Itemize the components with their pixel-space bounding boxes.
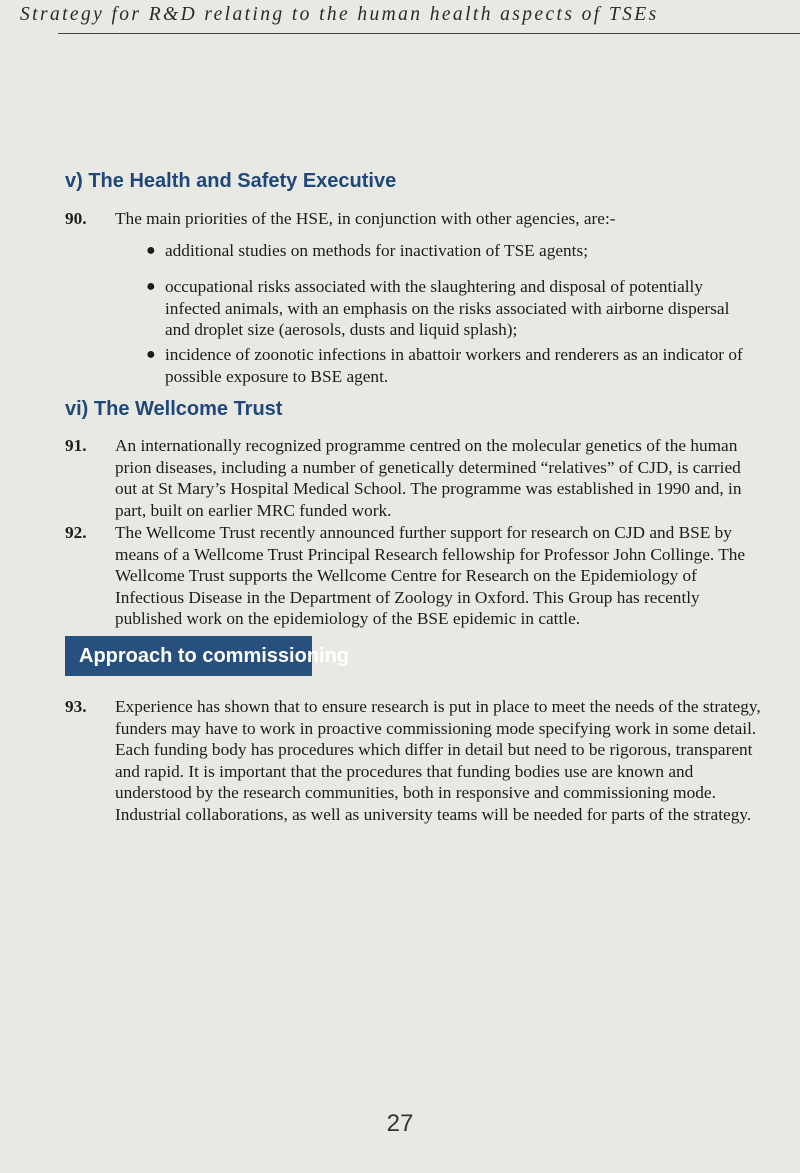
header-rule: [58, 33, 800, 34]
running-header: Strategy for R&D relating to the human health aspects of TSEs: [20, 4, 659, 25]
paragraph-number: 91.: [65, 436, 87, 455]
bullet-icon: ●: [146, 242, 156, 259]
paragraph-93: [65, 696, 765, 825]
paragraph-text: The main priorities of the HSE, in conjunction with other agencies, are:-: [115, 209, 616, 228]
bullet-text: occupational risks associated with the slaughtering and disposal of potentially infected animals, with an emphasis on the risks associated with airborne dispersal and droplet size (aerosols, dusts and liquid splash);: [165, 277, 730, 339]
paragraph-number: 92.: [65, 523, 87, 542]
page-number: 27: [386, 1110, 414, 1137]
paragraph-number: 93.: [65, 697, 87, 716]
bullet-item: [146, 240, 746, 262]
paragraph-number: 90.: [65, 209, 87, 228]
paragraph-text: The Wellcome Trust recently announced further support for research on CJD and BSE by means of a Wellcome Trust Principal Research fellowship for Professor John Collinge. The Wellcome Trust supports the Wellcome Centre for Research on the Epidemiology of Infectious Disease in the Department of Zoology in Oxford. This Group has recently published work on the epidemiology of the BSE epidemic in cattle.: [115, 523, 746, 628]
section-banner-approach: Approach to commissioning: [65, 636, 312, 676]
paragraph-text: Experience has shown that to ensure research is put in place to meet the needs of the strategy, funders may have to work in proactive commissioning mode specifying work in some detail. Each funding body has procedures which differ in detail but need to be rigorous, transparent and rapid. It is important that the procedures that funding bodies use are known and understood by the research communities, both in responsive and commissioning mode. Industrial collaborations, as well as university teams will be needed for parts of the strategy.: [115, 697, 761, 824]
section-heading-hse: v) The Health and Safety Executive: [65, 170, 397, 192]
bullet-item: [146, 276, 746, 341]
bullet-text: incidence of zoonotic infections in abattoir workers and renderers as an indicator of possible exposure to BSE agent.: [165, 345, 743, 386]
paragraph-text: An internationally recognized programme centred on the molecular genetics of the human prion diseases, including a number of genetically determined “relatives” of CJD, is carried out at St Mary’s Hospital Medical School. The programme was established in 1990 and, in part, built on earlier MRC funded work.: [115, 436, 742, 520]
bullet-text: additional studies on methods for inactivation of TSE agents;: [165, 241, 589, 260]
paragraph-91: [65, 435, 765, 521]
bullet-icon: ●: [146, 278, 156, 295]
paragraph-90: [65, 208, 765, 230]
bullet-item: [146, 344, 746, 387]
section-heading-wellcome: vi) The Wellcome Trust: [65, 398, 283, 420]
paragraph-92: [65, 522, 765, 630]
bullet-icon: ●: [146, 346, 156, 363]
